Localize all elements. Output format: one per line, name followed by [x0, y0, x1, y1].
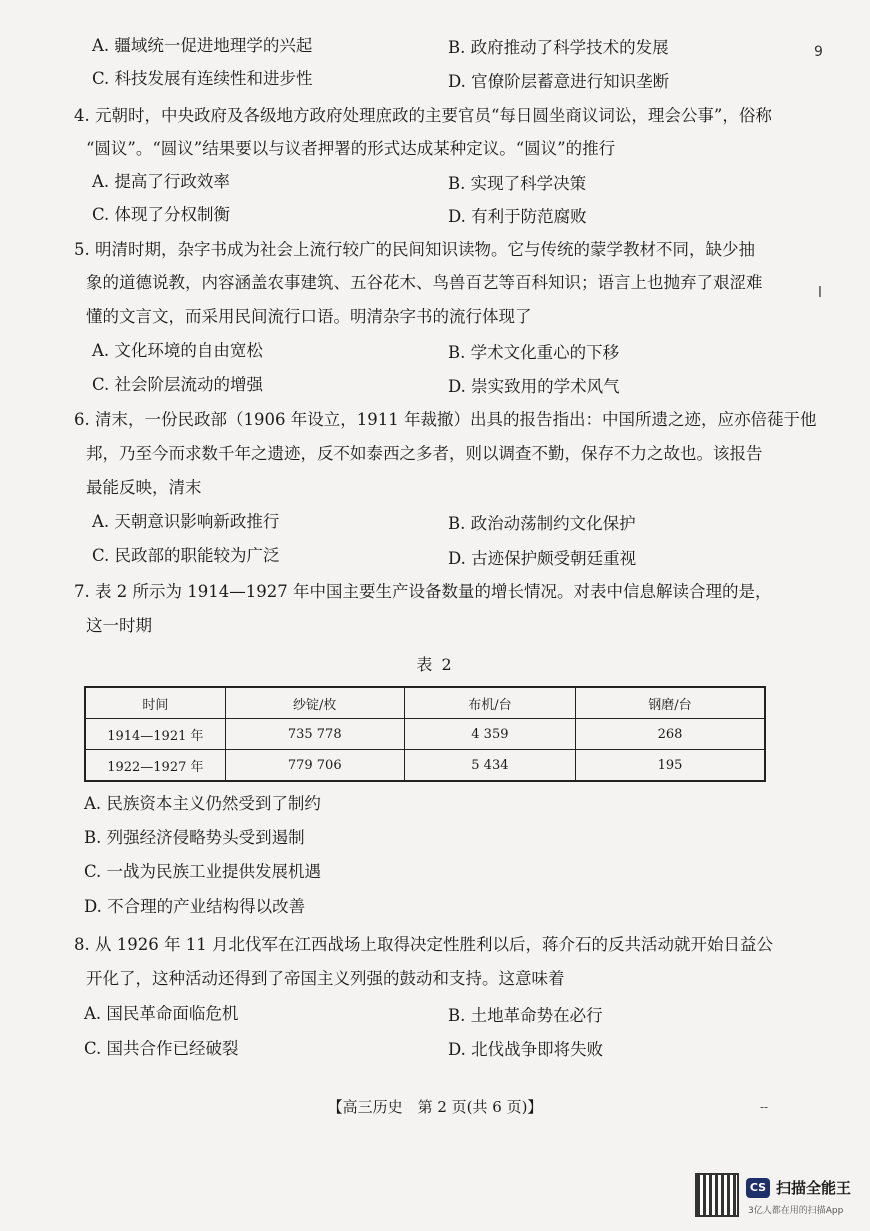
- q8-option-d: D. 北伐战争即将失败: [448, 1040, 604, 1059]
- q6-option-d: D. 古迹保护颇受朝廷重视: [448, 549, 637, 568]
- table-header-cell: 布机/台: [404, 687, 575, 719]
- table-cell: 1914—1921 年: [85, 719, 225, 750]
- q7-option-d: D. 不合理的产业结构得以改善: [84, 897, 306, 916]
- q8-option-c: C. 国共合作已经破裂: [84, 1039, 239, 1058]
- q8-stem-line2: 开化了，这种活动还得到了帝国主义列强的鼓动和支持。这意味着: [86, 969, 565, 988]
- table-cell: 5 434: [404, 750, 575, 782]
- table-caption: 表 2: [416, 655, 454, 674]
- q6-stem-line3: 最能反映，清末: [86, 478, 202, 497]
- production-equipment-table: [84, 686, 766, 782]
- q7-stem-line1: 7. 表 2 所示为 1914—1927 年中国主要生产设备数量的增长情况。对表中信息解读合理的是，: [74, 582, 772, 601]
- q5-option-a: A. 文化环境的自由宽松: [92, 341, 263, 360]
- q5-stem-line3: 懂的文言文，而采用民间流行口语。明清杂字书的流行体现了: [86, 307, 532, 326]
- q4-stem-line1: 4. 元朝时，中央政府及各级地方政府处理庶政的主要官员“每日圆坐商议词讼，理会公事”，俗称: [74, 106, 772, 125]
- q7-option-c: C. 一战为民族工业提供发展机遇: [84, 862, 322, 881]
- table-cell: 779 706: [225, 750, 404, 782]
- q4-option-b: B. 实现了科学决策: [448, 174, 587, 193]
- table-header-cell: 钢磨/台: [575, 687, 765, 719]
- q3-option-d: D. 官僚阶层蓄意进行知识垄断: [448, 72, 670, 91]
- page-footer: 【高三历史 第 2 页(共 6 页)】: [327, 1098, 543, 1116]
- q7-option-a: A. 民族资本主义仍然受到了制约: [84, 794, 321, 813]
- q5-option-d: D. 崇实致用的学术风气: [448, 377, 620, 396]
- margin-mark-top: 9: [814, 44, 823, 60]
- table-cell: 1922—1927 年: [85, 750, 225, 782]
- q6-option-a: A. 天朝意识影响新政推行: [92, 512, 280, 531]
- q4-option-d: D. 有利于防范腐败: [448, 207, 587, 226]
- q6-option-c: C. 民政部的职能较为广泛: [92, 546, 280, 565]
- footer-dash-mark: --: [760, 1100, 769, 1114]
- table-cell: 268: [575, 719, 765, 750]
- q4-option-c: C. 体现了分权制衡: [92, 205, 231, 224]
- q3-option-b: B. 政府推动了科学技术的发展: [448, 38, 669, 57]
- q8-stem-line1: 8. 从 1926 年 11 月北伐军在江西战场上取得决定性胜利以后，蒋介石的反共活动就开始日益公: [74, 935, 773, 954]
- q3-option-c: C. 科技发展有连续性和进步性: [92, 69, 313, 88]
- q6-option-b: B. 政治动荡制约文化保护: [448, 514, 636, 533]
- scanner-app-name: 扫描全能王: [776, 1179, 852, 1197]
- q5-stem-line1: 5. 明清时期，杂字书成为社会上流行较广的民间知识读物。它与传统的蒙学教材不同，缺少抽: [74, 240, 755, 259]
- table-header-cell: 时间: [85, 687, 225, 719]
- table-cell: 195: [575, 750, 765, 782]
- scanner-tagline: 3亿人都在用的扫描App: [748, 1206, 844, 1216]
- q5-option-b: B. 学术文化重心的下移: [448, 343, 620, 362]
- q3-option-a: A. 疆域统一促进地理学的兴起: [92, 36, 313, 55]
- table-header-row: [85, 687, 765, 719]
- q5-stem-line2: 象的道德说教，内容涵盖农事建筑、五谷花木、鸟兽百艺等百科知识；语言上也抛弃了艰涩难: [86, 273, 763, 292]
- qr-code-icon: [695, 1173, 739, 1217]
- table-row: [85, 750, 765, 782]
- q8-option-a: A. 国民革命面临危机: [84, 1004, 239, 1023]
- table-row: [85, 719, 765, 750]
- q8-option-b: B. 土地革命势在必行: [448, 1006, 603, 1025]
- q4-stem-line2: “圆议”。“圆议”结果要以与议者押署的形式达成某种定议。“圆议”的推行: [86, 139, 616, 158]
- q7-option-b: B. 列强经济侵略势头受到遏制: [84, 828, 305, 847]
- q4-option-a: A. 提高了行政效率: [92, 172, 230, 191]
- q5-option-c: C. 社会阶层流动的增强: [92, 375, 264, 394]
- q6-stem-line1: 6. 清末，一份民政部（1906 年设立，1911 年裁撤）出具的报告指出：中国所遗之迹，应亦倍蓰于他: [74, 410, 817, 429]
- q7-stem-line2: 这一时期: [86, 616, 152, 635]
- margin-mark-mid: l: [818, 285, 822, 301]
- table-cell: 4 359: [404, 719, 575, 750]
- table-cell: 735 778: [225, 719, 404, 750]
- camscanner-logo-icon: CS: [746, 1178, 770, 1198]
- table-header-cell: 纱锭/枚: [225, 687, 404, 719]
- q6-stem-line2: 邦，乃至今而求数千年之遗迹，反不如泰西之多者，则以调查不勤，保存不力之故也。该报告: [86, 444, 763, 463]
